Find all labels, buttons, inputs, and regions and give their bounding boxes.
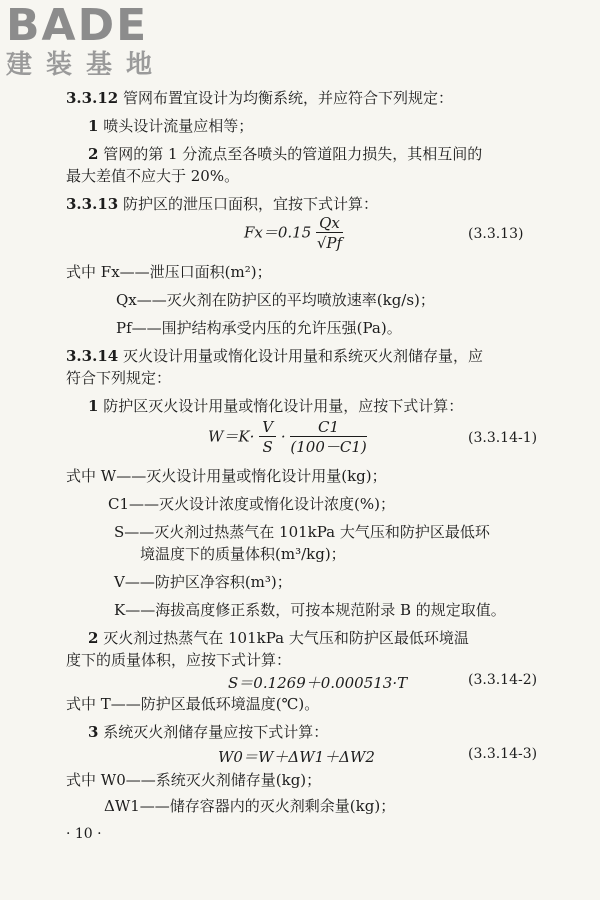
list-item — [88, 722, 328, 742]
formula-3-3-14-3: W0＝W＋ΔW1＋ΔW2 — [218, 748, 375, 766]
variable-definition: Pf——围护结构承受内压的允许压强(Pa)。 — [116, 319, 402, 337]
where-line — [66, 466, 387, 486]
variable-definition: S——灭火剂过热蒸气在 101kPa 大气压和防护区最低环 — [114, 523, 490, 541]
variable-definition: C1——灭火设计浓度或惰化设计浓度(%)； — [108, 495, 395, 513]
formula-operator: · — [280, 427, 286, 446]
fraction-numerator: C1 — [290, 418, 366, 437]
where-line — [66, 770, 321, 790]
list-item — [88, 396, 463, 416]
clause-3-3-14 — [66, 346, 483, 366]
variable-definition: ΔW1——储存容器内的灭火剂剩余量(kg)； — [104, 797, 396, 815]
where-line — [66, 694, 319, 714]
item-number: 2 — [88, 629, 99, 647]
fraction-denominator: S — [262, 438, 273, 456]
where-label: 式中 — [66, 695, 97, 713]
clause-3-3-12 — [66, 88, 453, 108]
formula-fraction — [290, 418, 366, 457]
page-number: · 10 · — [66, 826, 102, 842]
item-number: 3 — [88, 723, 99, 741]
item-text: 系统灭火剂储存量应按下式计算： — [103, 723, 329, 741]
item-number: 1 — [88, 397, 99, 415]
clause-number: 3.3.12 — [66, 89, 119, 107]
fraction-denominator: √Pf — [316, 234, 343, 252]
fraction-numerator: Qx — [316, 214, 343, 233]
formula-fraction — [316, 214, 343, 253]
item-text-continued: 度下的质量体积，应按下式计算： — [66, 651, 292, 669]
where-label: 式中 — [66, 263, 97, 281]
variable-definition: W0——系统灭火剂储存量(kg)； — [100, 771, 322, 789]
list-item — [88, 628, 469, 648]
clause-number: 3.3.14 — [66, 347, 119, 365]
variable-definition: K——海拔高度修正系数，可按本规范附录 B 的规定取值。 — [114, 601, 506, 619]
where-line — [66, 262, 272, 282]
logo-chinese: 建装基地 — [6, 50, 167, 80]
equation-number: (3.3.14-2) — [468, 672, 538, 688]
fraction-numerator: V — [259, 418, 276, 437]
variable-definition: Qx——灭火剂在防护区的平均喷放速率(kg/s)； — [116, 291, 435, 309]
formula-3-3-13 — [244, 214, 343, 253]
clause-text-continued: 符合下列规定： — [66, 369, 172, 387]
variable-definition: T——防护区最低环境温度(℃)。 — [100, 695, 320, 713]
item-text-continued: 最大差值不应大于 20%。 — [66, 167, 240, 185]
variable-definition: V——防护区净容积(m³)； — [114, 573, 292, 591]
item-text: 防护区灭火设计用量或惰化设计用量，应按下式计算： — [103, 397, 464, 415]
fraction-denominator: (100－C1) — [290, 438, 367, 456]
formula-lhs: W＝K· — [208, 427, 255, 446]
clause-text: 防护区的泄压口面积，宜按下式计算： — [122, 195, 378, 213]
clause-3-3-13 — [66, 194, 378, 214]
item-text: 灭火剂过热蒸气在 101kPa 大气压和防护区最低环境温 — [103, 629, 469, 647]
item-number: 2 — [88, 145, 99, 163]
formula-fraction — [259, 418, 276, 457]
variable-definition: W——灭火设计用量或惰化设计用量(kg)； — [100, 467, 387, 485]
equation-number: (3.3.14-1) — [468, 430, 538, 446]
equation-number: (3.3.13) — [468, 226, 524, 242]
clause-text: 管网布置宜设计为均衡系统，并应符合下列规定： — [122, 89, 453, 107]
clause-text: 灭火设计用量或惰化设计用量和系统灭火剂储存量，应 — [122, 347, 483, 365]
item-number: 1 — [88, 117, 99, 135]
list-item — [88, 144, 482, 164]
logo-wordmark: BADE — [6, 0, 149, 51]
bade-logo — [6, 0, 167, 80]
item-text: 管网的第 1 分流点至各喷头的管道阻力损失，其相互间的 — [103, 145, 483, 163]
variable-definition-continued: 境温度下的质量体积(m³/kg)； — [140, 545, 346, 563]
where-label: 式中 — [66, 771, 97, 789]
variable-definition: Fx——泄压口面积(m²)； — [100, 263, 272, 281]
list-item — [88, 116, 253, 136]
formula-3-3-14-1 — [208, 418, 367, 457]
equation-number: (3.3.14-3) — [468, 746, 538, 762]
where-label: 式中 — [66, 467, 97, 485]
clause-number: 3.3.13 — [66, 195, 119, 213]
formula-3-3-14-2: S＝0.1269＋0.000513·T — [228, 674, 408, 692]
formula-lhs: Fx＝0.15 — [244, 223, 312, 242]
item-text: 喷头设计流量应相等； — [103, 117, 254, 135]
